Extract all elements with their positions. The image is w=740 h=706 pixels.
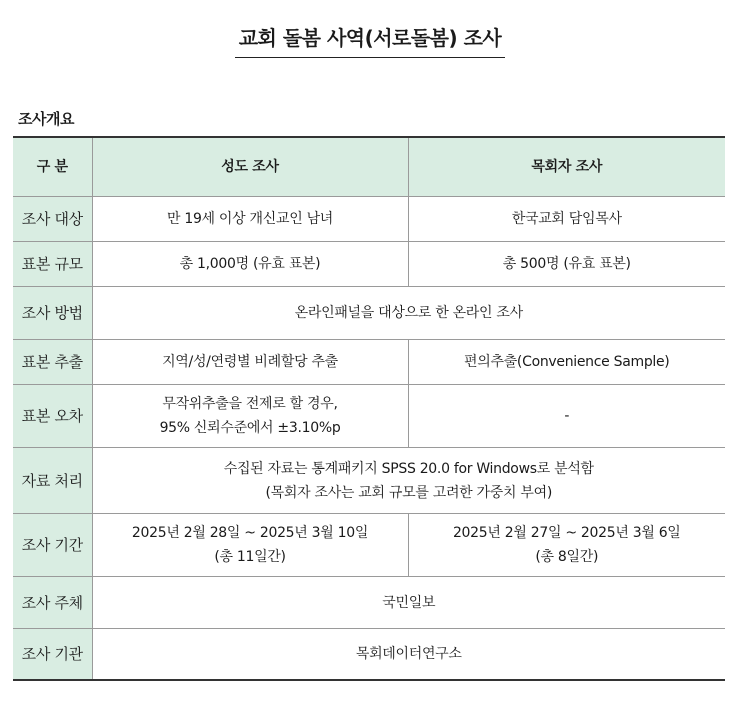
survey-overview-table bbox=[13, 136, 725, 681]
section-label: 조사개요 bbox=[18, 110, 74, 128]
cell-line: 무작위추출을 전제로 할 경우, bbox=[162, 396, 338, 412]
table-header-row bbox=[13, 137, 725, 197]
cell-merged bbox=[92, 448, 725, 514]
table-row bbox=[13, 385, 725, 448]
cell-pastor bbox=[408, 514, 725, 577]
cell-line: 95% 신뢰수준에서 ±3.10%p bbox=[159, 420, 341, 436]
cell-line: (총 8일간) bbox=[535, 549, 599, 565]
cell-pastor: 한국교회 담임목사 bbox=[408, 197, 725, 242]
row-label: 표본 오차 bbox=[13, 385, 92, 448]
cell-line: 2025년 2월 27일 ~ 2025년 3월 6일 bbox=[452, 525, 681, 541]
table-row bbox=[13, 577, 725, 629]
row-label: 표본 추출 bbox=[13, 340, 92, 385]
cell-pastor: 총 500명 (유효 표본) bbox=[408, 242, 725, 287]
cell-merged: 온라인패널을 대상으로 한 온라인 조사 bbox=[92, 287, 725, 340]
table-row bbox=[13, 629, 725, 680]
table-row bbox=[13, 340, 725, 385]
row-label: 조사 대상 bbox=[13, 197, 92, 242]
row-label: 표본 규모 bbox=[13, 242, 92, 287]
cell-member: 총 1,000명 (유효 표본) bbox=[92, 242, 408, 287]
cell-pastor: 편의추출(Convenience Sample) bbox=[408, 340, 725, 385]
cell-line: (총 11일간) bbox=[214, 549, 286, 565]
table-row bbox=[13, 242, 725, 287]
table-row bbox=[13, 197, 725, 242]
row-label: 조사 방법 bbox=[13, 287, 92, 340]
title-wrap bbox=[0, 22, 740, 58]
cell-line: (목회자 조사는 교회 규모를 고려한 가중치 부여) bbox=[265, 484, 552, 501]
cell-merged: 국민일보 bbox=[92, 577, 725, 629]
cell-line: 2025년 2월 28일 ~ 2025년 3월 10일 bbox=[131, 525, 369, 541]
row-label: 조사 기관 bbox=[13, 629, 92, 680]
table-row bbox=[13, 448, 725, 514]
header-pastor-survey: 목회자 조사 bbox=[408, 137, 725, 197]
cell-member: 만 19세 이상 개신교인 남녀 bbox=[92, 197, 408, 242]
cell-member: 지역/성/연령별 비례할당 추출 bbox=[92, 340, 408, 385]
cell-member bbox=[92, 514, 408, 577]
cell-pastor: - bbox=[408, 385, 725, 448]
row-label: 조사 기간 bbox=[13, 514, 92, 577]
header-member-survey: 성도 조사 bbox=[92, 137, 408, 197]
header-category: 구 분 bbox=[13, 137, 92, 197]
cell-line: 수집된 자료는 통계패키지 SPSS 20.0 for Windows로 분석함 bbox=[223, 460, 594, 477]
cell-member bbox=[92, 385, 408, 448]
table-row bbox=[13, 514, 725, 577]
row-label: 자료 처리 bbox=[13, 448, 92, 514]
row-label: 조사 주체 bbox=[13, 577, 92, 629]
table-row bbox=[13, 287, 725, 340]
document-title: 교회 돌봄 사역(서로돌봄) 조사 bbox=[235, 22, 506, 58]
cell-merged: 목회데이터연구소 bbox=[92, 629, 725, 680]
